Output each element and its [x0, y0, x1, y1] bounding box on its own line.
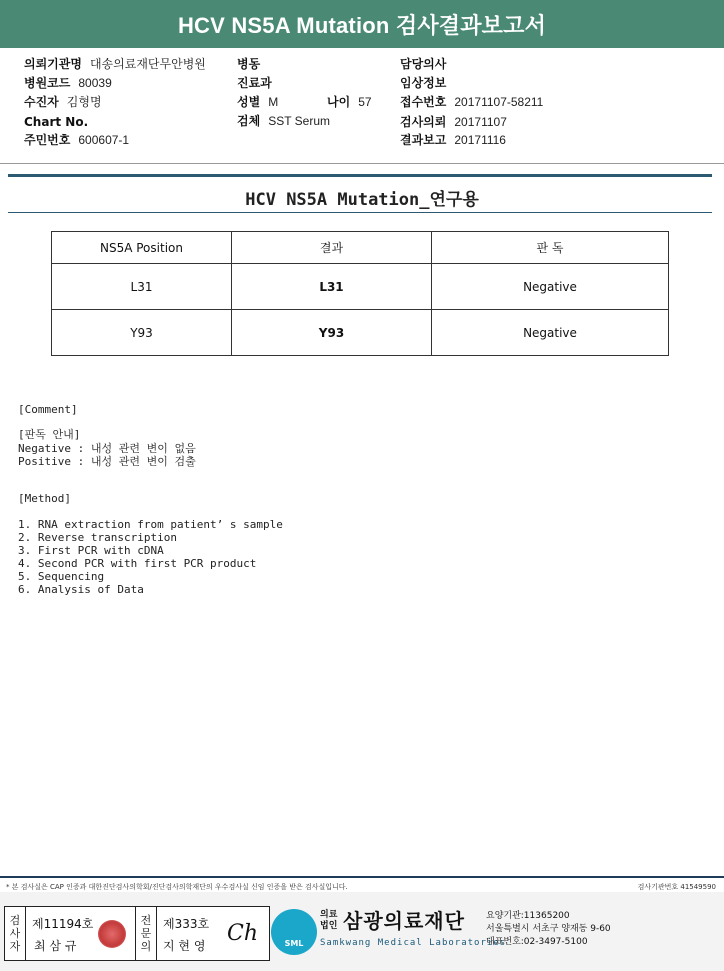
col-header-result: 결과: [232, 232, 432, 264]
method-step: 4. Second PCR with first PCR product: [18, 557, 257, 570]
guide-positive: Positive : 내성 관련 변이 검출: [18, 455, 196, 468]
col-header-interpretation: 판 독: [432, 232, 669, 264]
info-patient-name: 수진자 김형명: [24, 95, 102, 109]
report-title: HCV NS5A Mutation 검사결과보고서: [177, 12, 547, 38]
tester-seal-icon: [98, 920, 126, 948]
info-department: 진료과: [237, 76, 272, 90]
tester-name: 최 삼 규: [34, 939, 77, 953]
info-chart-no: Chart No.: [24, 115, 89, 129]
info-specimen: 검체 SST Serum: [237, 114, 330, 128]
method-step: 2. Reverse transcription: [18, 531, 177, 544]
cell-position: Y93: [52, 310, 232, 356]
info-sex: 성별 M: [237, 95, 279, 109]
info-receipt-no: 접수번호 20171107-58211: [400, 95, 544, 109]
info-resident-no: 주민번호 600607-1: [24, 133, 130, 147]
org-prefix: 의료 법인: [320, 910, 338, 931]
accreditation-note: * 본 검사실은 CAP 인증과 대한진단검사의학회/진단검사의학재단의 우수검사실 신임 인증을 받은 검사실입니다.: [6, 883, 348, 891]
tester-label: 검 사 자: [5, 907, 26, 960]
org-name: 삼광의료재단: [343, 909, 465, 933]
section-rule-bottom: [8, 212, 712, 213]
col-header-position: NS5A Position: [52, 232, 232, 264]
org-english-name: Samkwang Medical Laboratories: [320, 938, 507, 948]
section-rule-top: [8, 174, 712, 177]
info-age: 나이 57: [327, 95, 372, 109]
table-row: [52, 310, 669, 356]
info-hospital-code: 병원코드 80039: [24, 76, 112, 90]
tester-license-no: 제11194호: [32, 917, 94, 931]
info-attending-doctor: 담당의사: [400, 57, 447, 71]
result-table: [51, 231, 669, 356]
section-title: HCV NS5A Mutation_연구용: [245, 190, 479, 210]
method-heading: [Method]: [18, 492, 71, 505]
guide-negative: Negative : 내성 관련 변이 없음: [18, 442, 196, 455]
method-step: 5. Sequencing: [18, 570, 105, 583]
sml-logo-icon: SML: [271, 909, 317, 955]
guide-heading: [판독 안내]: [18, 428, 81, 441]
cell-result: Y93: [232, 310, 432, 356]
cell-interpretation: Negative: [432, 310, 669, 356]
table-header-row: [52, 232, 669, 264]
method-step: 6. Analysis of Data: [18, 583, 144, 596]
doctor-name: 지 현 영: [163, 939, 206, 953]
info-report-date: 결과보고 20171116: [400, 133, 506, 147]
method-step: 1. RNA extraction from patient’ s sample: [18, 518, 283, 531]
org-contact-info: 요양기관:11365200 서울특별시 서초구 양재동 9-60 대표번호:02-3497-5100: [486, 911, 611, 947]
institution-code: 검사기관번호 41549590: [637, 883, 716, 891]
doctor-signature: Ch: [227, 921, 259, 946]
doctor-label: 전 문 의: [135, 907, 157, 960]
comment-heading: [Comment]: [18, 403, 78, 416]
signature-box: [4, 906, 270, 961]
cell-position: L31: [52, 264, 232, 310]
cell-result: L31: [232, 264, 432, 310]
report-header: [0, 0, 724, 48]
method-step: 3. First PCR with cDNA: [18, 544, 164, 557]
footer-divider: [0, 876, 724, 878]
info-clinical-info: 임상정보: [400, 76, 447, 90]
header-divider: [0, 163, 724, 164]
doctor-license-no: 제333호: [163, 917, 210, 931]
table-row: [52, 264, 669, 310]
info-request-date: 검사의뢰 20171107: [400, 115, 507, 129]
info-ward: 병동: [237, 57, 261, 71]
cell-interpretation: Negative: [432, 264, 669, 310]
info-ordering-hospital: 의뢰기관명 대송의료재단무안병원: [24, 57, 206, 71]
